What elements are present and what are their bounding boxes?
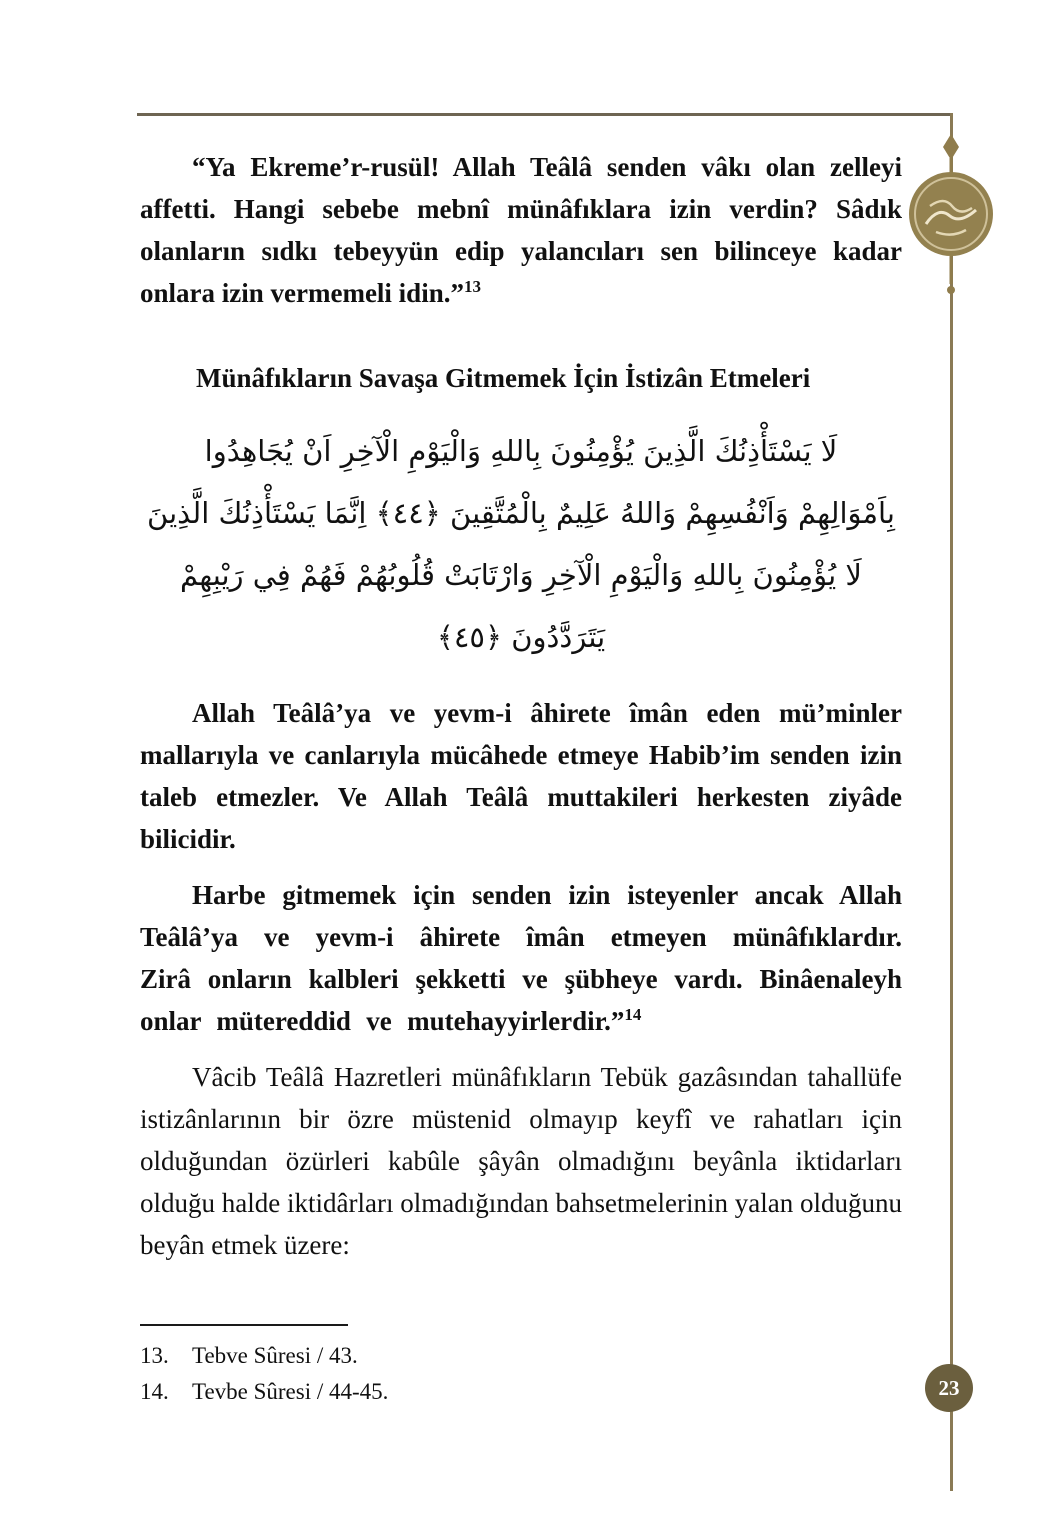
footnotes-section xyxy=(140,1324,840,1410)
quote-paragraph xyxy=(140,146,902,314)
quran-verse-arabic xyxy=(140,420,902,668)
medallion-icon xyxy=(906,132,996,302)
footnote-divider-rule xyxy=(140,1324,348,1326)
paragraph3-text: Harbe gitmemek için senden izin isteyenler ancak Allah Teâlâ’ya ve yevm-i âhirete îmân etmeyen münâfıklardır. Zirâ onların kalbleri şekketti ve şübheye vardı. Binâenaleyh onlar mütereddid ve mutehayyirlerdir.” xyxy=(140,880,902,1036)
page-content xyxy=(140,146,902,1266)
arabic-line-2: بِاَمْوَالِهِمْ وَاَنْفُسِهِمْ وَاللهُ عَلِيمٌ بِالْمُتَّقِينَ ﴿٤٤﴾ اِنَّمَا يَسْتَأْذِنُكَ الَّذِينَ xyxy=(147,496,895,530)
footnote-ref-14: 14 xyxy=(624,1005,642,1024)
translation-paragraph-2 xyxy=(140,874,902,1042)
footnote-14-line xyxy=(140,1374,840,1410)
right-border-rule xyxy=(950,113,953,1491)
quote-text: “Ya Ekreme’r-rusül! Allah Teâlâ senden vâkı olan zelleyi affetti. Hangi sebebe mebnî münâfıklara izin verdin? Sâdık olanların sıdkı tebeyyün edip yalancıları sen bilinceye kadar onlara izin vermemeli idin.” xyxy=(140,152,902,308)
calligraphy-medallion-ornament xyxy=(906,132,996,302)
footnote-14-text: Tevbe Sûresi / 44-45. xyxy=(192,1379,389,1404)
commentary-paragraph: Vâcib Teâlâ Hazretleri münâfıkların Tebük gazâsından tahallüfe istizânlarının bir özre müstenid olmayıp keyfî ve rahatları için olduğundan özürleri kabûle şâyân olmadığını beyânla iktidarları olduğu halde iktidârları olmadığından bahsetmelerinin yalan olduğunu beyân etmek üzere: xyxy=(140,1062,902,1260)
arabic-line-4: يَتَرَدَّدُونَ ﴿٤٥﴾ xyxy=(436,620,606,654)
translation-paragraph: Allah Teâlâ’ya ve yevm-i âhirete îmân eden mü’minler mallarıyla ve canlarıyla mücâhede etmeye Habib’im senden izin taleb etmezler. Ve Allah Teâlâ muttakileri herkesten ziyâde bilicidir. xyxy=(140,698,902,854)
footnote-13-number: 13. xyxy=(140,1343,169,1368)
footnote-13-text: Tebve Sûresi / 43. xyxy=(192,1343,358,1368)
footnote-ref-13: 13 xyxy=(463,277,481,296)
arabic-line-1: لَا يَسْتَأْذِنُكَ الَّذِينَ يُؤْمِنُونَ بِاللهِ وَالْيَوْمِ الْآخِرِ اَنْ يُجَاهِدُوا xyxy=(204,434,838,468)
page-number: 23 xyxy=(938,1375,960,1400)
section-heading: Münâfıkların Savaşa Gitmemek İçin İstizân Etmeleri xyxy=(196,363,811,393)
top-border-rule xyxy=(137,113,953,116)
footnote-14-number: 14. xyxy=(140,1379,169,1404)
page-number-badge xyxy=(925,1364,973,1412)
footnote-13-line xyxy=(140,1338,840,1374)
arabic-line-3: لَا يُؤْمِنُونَ بِاللهِ وَالْيَوْمِ الْآخِرِ وَارْتَابَتْ قُلُوبُهُمْ فَهُمْ فِي رَيْبِهِمْ xyxy=(180,558,862,592)
